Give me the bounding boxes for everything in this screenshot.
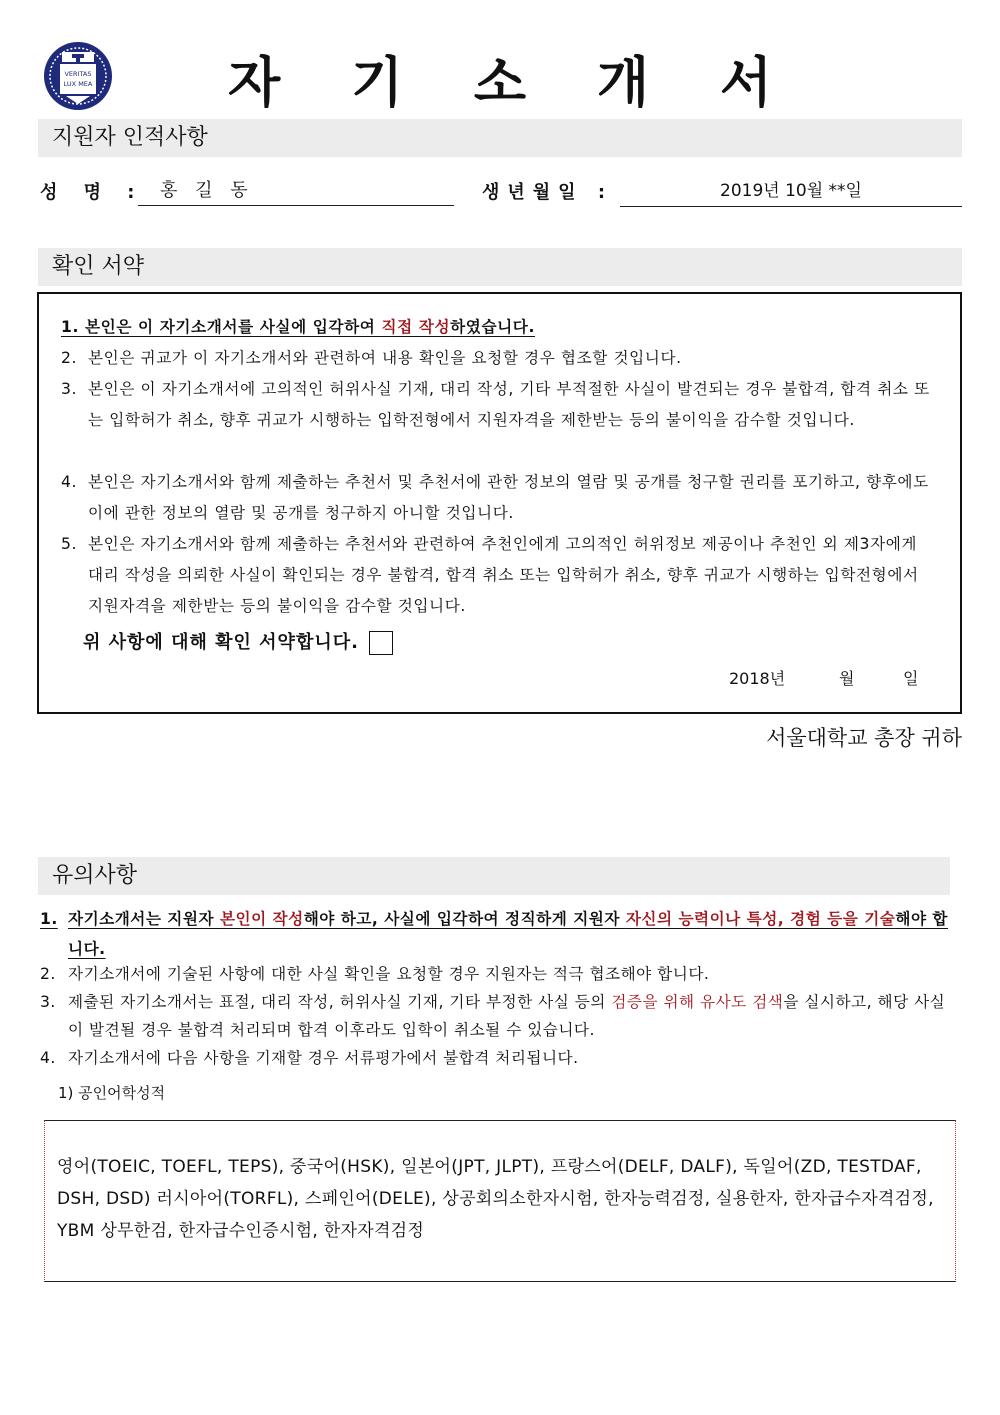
name-label: 성 명 : [40, 182, 145, 203]
name-field[interactable]: 홍 길 동 [138, 176, 454, 206]
pledge-section-heading: 확인 서약 [38, 248, 962, 286]
addressee: 서울대학교 총장 귀하 [766, 726, 962, 750]
pledge-item-4: 4. 본인은 자기소개서와 함께 제출하는 추천서 및 추천서에 관한 정보의 열람 및 공개를 청구할 권리를 포기하고, 향후에도 이에 관한 정보의 열람 및 공개를 청구하지 아니할 것입니다. [61, 473, 929, 522]
confirm-checkbox[interactable] [369, 631, 393, 655]
note-4-sub-1: 1) 공인어학성적 [58, 1084, 166, 1102]
note-1: 1. 자기소개서는 지원자 본인이 작성해야 하고, 사실에 입각하여 정직하게 지원자 자신의 능력이나 특성, 경험 등을 기술해야 합니다. [40, 910, 948, 958]
language-tests-list: 영어(TOEIC, TOEFL, TEPS), 중국어(HSK), 일본어(JPT, JLPT), 프랑스어(DELF, DALF), 독일어(ZD, TESTDAF, DSH, DSD) 러시아어(TORFL), 스페인어(DELE), 상공회의소한자시험, 한자능력검정, 실용한자, 한자급수자격검정, YBM 상무한검, 한자급수인증시험, 한자자격검정 [57, 1157, 934, 1241]
pledge-item-5: 5. 본인은 자기소개서와 함께 제출하는 추천서와 관련하여 추천인에게 고의적인 허위정보 제공이나 추천인 외 제3자에게 대리 작성을 의뢰한 사실이 확인되는 경우 불합격, 합격 취소 또는 입학허가 취소, 향후 귀교가 시행하는 입학전형에서 지원자격을 제한받는 등의 불이익을 감수할 것입니다. [61, 535, 919, 615]
applicant-section-heading: 지원자 인적사항 [38, 119, 962, 157]
pledge-date-month: 월 [839, 669, 855, 688]
pledge-item-2: 2. 본인은 귀교가 이 자기소개서와 관련하여 내용 확인을 요청할 경우 협조할 것입니다. [61, 349, 682, 367]
note-2: 2. 자기소개서에 기술된 사항에 대한 사실 확인을 요청할 경우 지원자는 적극 협조해야 합니다. [40, 965, 710, 983]
pledge-date-day: 일 [903, 669, 919, 688]
pledge-item-3: 3. 본인은 이 자기소개서에 고의적인 허위사실 기재, 대리 작성, 기타 부적절한 사실이 발견되는 경우 불합격, 합격 취소 또는 입학허가 취소, 향후 귀교가 시행하는 입학전형에서 지원자격을 제한받는 등의 불이익을 감수할 것입니다. [61, 380, 930, 429]
note-4: 4. 자기소개서에 다음 사항을 기재할 경우 서류평가에서 불합격 처리됩니다. [40, 1049, 579, 1067]
pledge-item-1: 1. 본인은 이 자기소개서를 사실에 입각하여 직접 작성하였습니다. [61, 318, 535, 336]
note-3: 3. 제출된 자기소개서는 표절, 대리 작성, 허위사실 기재, 기타 부정한 사실 등의 검증을 위해 유사도 검색을 실시하고, 해당 사실이 발견될 경우 불합격 처리되며 합격 이후라도 입학이 취소될 수 있습니다. [40, 993, 946, 1039]
svg-text:VERITAS: VERITAS [64, 70, 92, 78]
birthdate-field[interactable]: 2019년 10월 **일 [620, 176, 962, 207]
notes-section-heading: 유의사항 [38, 857, 950, 895]
birth-label: 생년월일 : [482, 182, 614, 203]
confirm-row [83, 628, 393, 655]
pledge-box [37, 292, 962, 714]
svg-text:LUX MEA: LUX MEA [63, 80, 93, 88]
pledge-date-year: 2018년 [729, 669, 786, 688]
language-tests-box [44, 1120, 956, 1282]
confirm-text: 위 사항에 대해 확인 서약합니다. [83, 632, 359, 653]
document-title: 자 기 소 개 서 [227, 51, 799, 114]
